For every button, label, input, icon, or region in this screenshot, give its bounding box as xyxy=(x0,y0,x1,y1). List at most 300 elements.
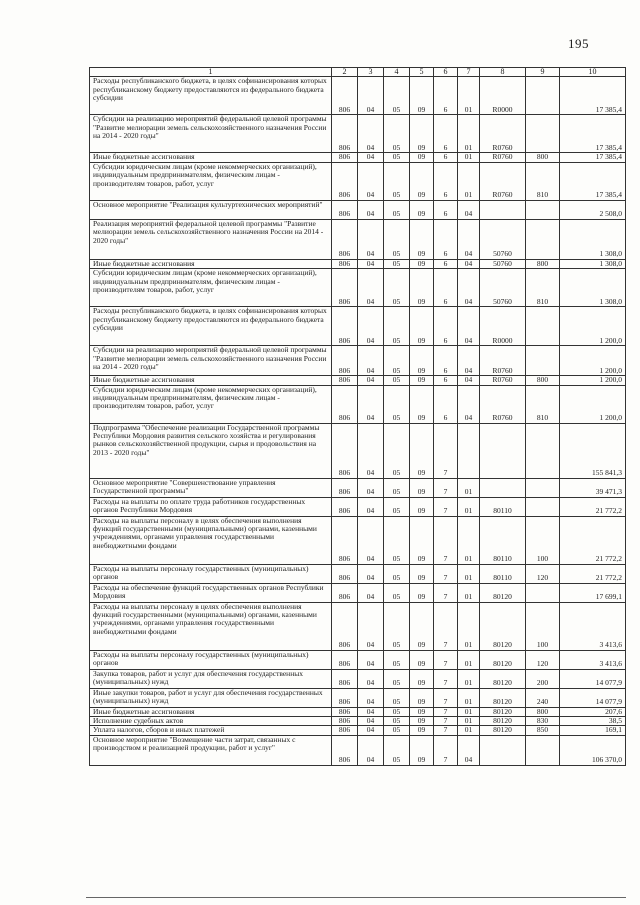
program-code-cell: 09 xyxy=(410,346,434,376)
subsection-code-cell: 05 xyxy=(384,650,410,669)
subprogram-code-cell: 7 xyxy=(434,497,458,516)
expense-code-cell: 50760 xyxy=(480,269,526,307)
section-code-cell: 04 xyxy=(358,726,384,735)
item-name-cell: Расходы на выплаты персоналу государственных (муниципальных) органов xyxy=(90,564,332,583)
admin-code-cell: 806 xyxy=(332,583,358,602)
program-code-cell: 09 xyxy=(410,200,434,219)
header-cell: 8 xyxy=(480,68,526,77)
type-code-cell xyxy=(526,307,560,346)
subsection-code-cell: 05 xyxy=(384,717,410,726)
section-code-cell: 04 xyxy=(358,200,384,219)
section-code-cell: 04 xyxy=(358,735,384,765)
program-code-cell: 09 xyxy=(410,259,434,268)
subprogram-code-cell: 7 xyxy=(434,564,458,583)
subprogram-code-cell: 7 xyxy=(434,669,458,688)
item-name-cell: Расходы республиканского бюджета, в целях софинансирования которых республиканскому бюджету предоставляются из федерального бюджета субсидии xyxy=(90,77,332,115)
type-code-cell xyxy=(526,200,560,219)
event-code-cell: 01 xyxy=(458,77,480,115)
type-code-cell xyxy=(526,115,560,153)
admin-code-cell: 806 xyxy=(332,707,358,716)
program-code-cell: 09 xyxy=(410,726,434,735)
program-code-cell: 09 xyxy=(410,376,434,385)
subsection-code-cell: 05 xyxy=(384,115,410,153)
section-code-cell: 04 xyxy=(358,259,384,268)
event-code-cell: 04 xyxy=(458,346,480,376)
subsection-code-cell: 05 xyxy=(384,259,410,268)
item-name-cell: Реализация мероприятий федеральной целевой программы "Развитие мелиорации земель сельскохозяйственного назначения России на 2014 - 2020 годы" xyxy=(90,219,332,259)
item-name-cell: Субсидии юридическим лицам (кроме некоммерческих организаций), индивидуальным предпринимателям, физическим лицам - производителям товаров, работ, услуг xyxy=(90,385,332,423)
table-row xyxy=(90,516,626,564)
table-row xyxy=(90,153,626,162)
amount-cell: 17 385,4 xyxy=(560,153,626,162)
subsection-code-cell: 05 xyxy=(384,385,410,423)
event-code-cell: 01 xyxy=(458,564,480,583)
program-code-cell: 09 xyxy=(410,219,434,259)
header-cell: 6 xyxy=(434,68,458,77)
expense-code-cell: 50760 xyxy=(480,259,526,268)
program-code-cell: 09 xyxy=(410,77,434,115)
subprogram-code-cell: 7 xyxy=(434,650,458,669)
table-row xyxy=(90,259,626,268)
table-row xyxy=(90,269,626,307)
subprogram-code-cell: 6 xyxy=(434,162,458,200)
expense-code-cell: 80110 xyxy=(480,516,526,564)
expense-code-cell: 80120 xyxy=(480,602,526,650)
section-code-cell: 04 xyxy=(358,153,384,162)
amount-cell: 1 200,0 xyxy=(560,376,626,385)
program-code-cell: 09 xyxy=(410,602,434,650)
amount-cell: 2 508,0 xyxy=(560,200,626,219)
amount-cell: 21 772,2 xyxy=(560,516,626,564)
expense-code-cell: R0000 xyxy=(480,77,526,115)
admin-code-cell: 806 xyxy=(332,162,358,200)
amount-cell: 17 385,4 xyxy=(560,115,626,153)
type-code-cell: 800 xyxy=(526,153,560,162)
event-code-cell: 04 xyxy=(458,259,480,268)
item-name-cell: Субсидии юридическим лицам (кроме некоммерческих организаций), индивидуальным предпринимателям, физическим лицам - производителям товаров, работ, услуг xyxy=(90,269,332,307)
expense-code-cell xyxy=(480,478,526,497)
expense-code-cell: 80110 xyxy=(480,564,526,583)
page-number: 195 xyxy=(568,36,589,51)
amount-cell: 3 413,6 xyxy=(560,650,626,669)
subprogram-code-cell: 7 xyxy=(434,688,458,707)
admin-code-cell: 806 xyxy=(332,650,358,669)
section-code-cell: 04 xyxy=(358,115,384,153)
amount-cell: 106 370,0 xyxy=(560,735,626,765)
event-code-cell: 04 xyxy=(458,735,480,765)
type-code-cell: 850 xyxy=(526,726,560,735)
type-code-cell xyxy=(526,77,560,115)
header-cell: 10 xyxy=(560,68,626,77)
event-code-cell: 04 xyxy=(458,219,480,259)
subsection-code-cell: 05 xyxy=(384,726,410,735)
type-code-cell: 240 xyxy=(526,688,560,707)
item-name-cell: Расходы на выплаты персоналу государственных (муниципальных) органов xyxy=(90,650,332,669)
program-code-cell: 09 xyxy=(410,717,434,726)
table-row xyxy=(90,564,626,583)
section-code-cell: 04 xyxy=(358,564,384,583)
subprogram-code-cell: 6 xyxy=(434,200,458,219)
amount-cell: 39 471,3 xyxy=(560,478,626,497)
expense-code-cell: R0760 xyxy=(480,162,526,200)
header-cell: 5 xyxy=(410,68,434,77)
table-row xyxy=(90,219,626,259)
program-code-cell: 09 xyxy=(410,735,434,765)
type-code-cell xyxy=(526,583,560,602)
type-code-cell: 830 xyxy=(526,717,560,726)
subsection-code-cell: 05 xyxy=(384,735,410,765)
section-code-cell: 04 xyxy=(358,423,384,478)
admin-code-cell: 806 xyxy=(332,717,358,726)
item-name-cell: Исполнение судебных актов xyxy=(90,717,332,726)
header-cell: 9 xyxy=(526,68,560,77)
subprogram-code-cell: 7 xyxy=(434,735,458,765)
program-code-cell: 09 xyxy=(410,307,434,346)
admin-code-cell: 806 xyxy=(332,115,358,153)
type-code-cell: 120 xyxy=(526,650,560,669)
subsection-code-cell: 05 xyxy=(384,200,410,219)
item-name-cell: Подпрограмма "Обеспечение реализации Государственной программы Республики Мордовия развития сельского хозяйства и регулирования рынков сельскохозяйственной продукции, сырья и продовольствия на 2013 - 2020 годы" xyxy=(90,423,332,478)
bottom-rule xyxy=(86,897,626,898)
type-code-cell: 800 xyxy=(526,259,560,268)
subprogram-code-cell: 7 xyxy=(434,726,458,735)
event-code-cell: 01 xyxy=(458,717,480,726)
subprogram-code-cell: 6 xyxy=(434,259,458,268)
event-code-cell: 01 xyxy=(458,726,480,735)
item-name-cell: Расходы республиканского бюджета, в целях софинансирования которых республиканскому бюджету предоставляются из федерального бюджета субсидии xyxy=(90,307,332,346)
section-code-cell: 04 xyxy=(358,77,384,115)
expense-code-cell: 80120 xyxy=(480,650,526,669)
subprogram-code-cell: 6 xyxy=(434,385,458,423)
event-code-cell: 04 xyxy=(458,385,480,423)
admin-code-cell: 806 xyxy=(332,423,358,478)
admin-code-cell: 806 xyxy=(332,153,358,162)
section-code-cell: 04 xyxy=(358,497,384,516)
amount-cell: 155 841,3 xyxy=(560,423,626,478)
amount-cell: 21 772,2 xyxy=(560,497,626,516)
event-code-cell: 01 xyxy=(458,650,480,669)
program-code-cell: 09 xyxy=(410,669,434,688)
event-code-cell: 04 xyxy=(458,200,480,219)
admin-code-cell: 806 xyxy=(332,602,358,650)
item-name-cell: Иные бюджетные ассигнования xyxy=(90,259,332,268)
subsection-code-cell: 05 xyxy=(384,77,410,115)
admin-code-cell: 806 xyxy=(332,269,358,307)
amount-cell: 1 200,0 xyxy=(560,385,626,423)
amount-cell: 1 308,0 xyxy=(560,269,626,307)
amount-cell: 1 200,0 xyxy=(560,346,626,376)
subsection-code-cell: 05 xyxy=(384,497,410,516)
section-code-cell: 04 xyxy=(358,707,384,716)
item-name-cell: Иные бюджетные ассигнования xyxy=(90,707,332,716)
subprogram-code-cell: 7 xyxy=(434,516,458,564)
item-name-cell: Субсидии на реализацию мероприятий федеральной целевой программы "Развитие мелиорации земель сельскохозяйственного назначения России на 2014 - 2020 годы" xyxy=(90,115,332,153)
admin-code-cell: 806 xyxy=(332,735,358,765)
amount-cell: 1 308,0 xyxy=(560,219,626,259)
amount-cell: 1 308,0 xyxy=(560,259,626,268)
subsection-code-cell: 05 xyxy=(384,219,410,259)
program-code-cell: 09 xyxy=(410,423,434,478)
admin-code-cell: 806 xyxy=(332,385,358,423)
type-code-cell xyxy=(526,423,560,478)
expense-code-cell: 80120 xyxy=(480,583,526,602)
subsection-code-cell: 05 xyxy=(384,307,410,346)
type-code-cell: 810 xyxy=(526,385,560,423)
section-code-cell: 04 xyxy=(358,346,384,376)
admin-code-cell: 806 xyxy=(332,259,358,268)
table-header-row xyxy=(90,68,626,77)
subprogram-code-cell: 7 xyxy=(434,707,458,716)
section-code-cell: 04 xyxy=(358,219,384,259)
subprogram-code-cell: 6 xyxy=(434,219,458,259)
expense-code-cell: R0760 xyxy=(480,346,526,376)
expense-code-cell xyxy=(480,200,526,219)
header-cell: 3 xyxy=(358,68,384,77)
item-name-cell: Расходы на выплаты персоналу в целях обеспечения выполнения функций государственными (муниципальными) органами, казенными учреждениями, органами управления государственными внебюджетными фондами xyxy=(90,516,332,564)
admin-code-cell: 806 xyxy=(332,478,358,497)
section-code-cell: 04 xyxy=(358,602,384,650)
event-code-cell: 01 xyxy=(458,153,480,162)
amount-cell: 169,1 xyxy=(560,726,626,735)
subsection-code-cell: 05 xyxy=(384,376,410,385)
table-row xyxy=(90,717,626,726)
program-code-cell: 09 xyxy=(410,385,434,423)
item-name-cell: Иные закупки товаров, работ и услуг для обеспечения государственных (муниципальных) нужд xyxy=(90,688,332,707)
event-code-cell xyxy=(458,423,480,478)
program-code-cell: 09 xyxy=(410,583,434,602)
amount-cell: 207,6 xyxy=(560,707,626,716)
table-row xyxy=(90,77,626,115)
expense-code-cell xyxy=(480,735,526,765)
type-code-cell: 120 xyxy=(526,564,560,583)
subsection-code-cell: 05 xyxy=(384,564,410,583)
table-row xyxy=(90,650,626,669)
table-row xyxy=(90,726,626,735)
item-name-cell: Расходы на выплаты по оплате труда работников государственных органов Республики Мордовия xyxy=(90,497,332,516)
subsection-code-cell: 05 xyxy=(384,602,410,650)
event-code-cell: 01 xyxy=(458,669,480,688)
expense-code-cell: 80110 xyxy=(480,497,526,516)
amount-cell: 14 077,9 xyxy=(560,669,626,688)
section-code-cell: 04 xyxy=(358,478,384,497)
event-code-cell: 01 xyxy=(458,115,480,153)
table-row xyxy=(90,478,626,497)
expense-code-cell: R0760 xyxy=(480,115,526,153)
table-row xyxy=(90,385,626,423)
program-code-cell: 09 xyxy=(410,650,434,669)
item-name-cell: Уплата налогов, сборов и иных платежей xyxy=(90,726,332,735)
section-code-cell: 04 xyxy=(358,269,384,307)
event-code-cell: 01 xyxy=(458,497,480,516)
amount-cell: 3 413,6 xyxy=(560,602,626,650)
subsection-code-cell: 05 xyxy=(384,669,410,688)
expense-code-cell: R0760 xyxy=(480,376,526,385)
type-code-cell: 100 xyxy=(526,602,560,650)
subprogram-code-cell: 6 xyxy=(434,153,458,162)
admin-code-cell: 806 xyxy=(332,307,358,346)
admin-code-cell: 806 xyxy=(332,688,358,707)
expense-code-cell: R0760 xyxy=(480,153,526,162)
item-name-cell: Иные бюджетные ассигнования xyxy=(90,153,332,162)
event-code-cell: 01 xyxy=(458,516,480,564)
type-code-cell xyxy=(526,346,560,376)
subsection-code-cell: 05 xyxy=(384,688,410,707)
section-code-cell: 04 xyxy=(358,516,384,564)
subsection-code-cell: 05 xyxy=(384,516,410,564)
amount-cell: 17 385,4 xyxy=(560,162,626,200)
admin-code-cell: 806 xyxy=(332,346,358,376)
table-row xyxy=(90,583,626,602)
event-code-cell: 01 xyxy=(458,688,480,707)
program-code-cell: 09 xyxy=(410,115,434,153)
program-code-cell: 09 xyxy=(410,707,434,716)
expense-code-cell: 80120 xyxy=(480,717,526,726)
program-code-cell: 09 xyxy=(410,688,434,707)
program-code-cell: 09 xyxy=(410,153,434,162)
subsection-code-cell: 05 xyxy=(384,346,410,376)
program-code-cell: 09 xyxy=(410,516,434,564)
expense-code-cell xyxy=(480,423,526,478)
expense-code-cell: 50760 xyxy=(480,219,526,259)
item-name-cell: Основное мероприятие "Возмещение части затрат, связанных с производством и реализацией продукции, работ и услуг" xyxy=(90,735,332,765)
item-name-cell: Основное мероприятие "Реализация культуртехнических мероприятий" xyxy=(90,200,332,219)
section-code-cell: 04 xyxy=(358,376,384,385)
item-name-cell: Основное мероприятие "Совершенствование управления Государственной программы" xyxy=(90,478,332,497)
header-cell: 4 xyxy=(384,68,410,77)
section-code-cell: 04 xyxy=(358,688,384,707)
subsection-code-cell: 05 xyxy=(384,162,410,200)
subprogram-code-cell: 7 xyxy=(434,478,458,497)
admin-code-cell: 806 xyxy=(332,200,358,219)
subprogram-code-cell: 6 xyxy=(434,376,458,385)
amount-cell: 17 699,1 xyxy=(560,583,626,602)
subprogram-code-cell: 7 xyxy=(434,583,458,602)
admin-code-cell: 806 xyxy=(332,77,358,115)
event-code-cell: 04 xyxy=(458,376,480,385)
table-row xyxy=(90,307,626,346)
item-name-cell: Субсидии на реализацию мероприятий федеральной целевой программы "Развитие мелиорации земель сельскохозяйственного назначения России на 2014 - 2020 годы" xyxy=(90,346,332,376)
admin-code-cell: 806 xyxy=(332,669,358,688)
amount-cell: 21 772,2 xyxy=(560,564,626,583)
header-cell: 2 xyxy=(332,68,358,77)
subprogram-code-cell: 7 xyxy=(434,602,458,650)
section-code-cell: 04 xyxy=(358,385,384,423)
amount-cell: 1 200,0 xyxy=(560,307,626,346)
table-row xyxy=(90,423,626,478)
subsection-code-cell: 05 xyxy=(384,707,410,716)
admin-code-cell: 806 xyxy=(332,376,358,385)
subprogram-code-cell: 7 xyxy=(434,423,458,478)
type-code-cell xyxy=(526,735,560,765)
section-code-cell: 04 xyxy=(358,583,384,602)
subsection-code-cell: 05 xyxy=(384,153,410,162)
subprogram-code-cell: 7 xyxy=(434,717,458,726)
section-code-cell: 04 xyxy=(358,650,384,669)
program-code-cell: 09 xyxy=(410,564,434,583)
program-code-cell: 09 xyxy=(410,478,434,497)
type-code-cell: 100 xyxy=(526,516,560,564)
item-name-cell: Иные бюджетные ассигнования xyxy=(90,376,332,385)
event-code-cell: 01 xyxy=(458,707,480,716)
program-code-cell: 09 xyxy=(410,269,434,307)
section-code-cell: 04 xyxy=(358,162,384,200)
event-code-cell: 01 xyxy=(458,162,480,200)
type-code-cell xyxy=(526,497,560,516)
table-row xyxy=(90,735,626,765)
type-code-cell: 810 xyxy=(526,162,560,200)
admin-code-cell: 806 xyxy=(332,497,358,516)
table-row xyxy=(90,115,626,153)
event-code-cell: 04 xyxy=(458,269,480,307)
type-code-cell: 810 xyxy=(526,269,560,307)
subsection-code-cell: 05 xyxy=(384,478,410,497)
item-name-cell: Закупка товаров, работ и услуг для обеспечения государственных (муниципальных) нужд xyxy=(90,669,332,688)
type-code-cell: 200 xyxy=(526,669,560,688)
subsection-code-cell: 05 xyxy=(384,269,410,307)
expense-code-cell: 80120 xyxy=(480,707,526,716)
admin-code-cell: 806 xyxy=(332,726,358,735)
item-name-cell: Расходы на выплаты персоналу в целях обеспечения выполнения функций государственными (муниципальными) органами, казенными учреждениями, органами управления государственными внебюджетными фондами xyxy=(90,602,332,650)
header-cell: 1 xyxy=(90,68,332,77)
item-name-cell: Субсидии юридическим лицам (кроме некоммерческих организаций), индивидуальным предпринимателям, физическим лицам - производителям товаров, работ, услуг xyxy=(90,162,332,200)
type-code-cell xyxy=(526,219,560,259)
event-code-cell: 01 xyxy=(458,583,480,602)
subprogram-code-cell: 6 xyxy=(434,269,458,307)
table-row xyxy=(90,376,626,385)
subprogram-code-cell: 6 xyxy=(434,346,458,376)
event-code-cell: 01 xyxy=(458,478,480,497)
budget-table xyxy=(89,67,626,766)
subsection-code-cell: 05 xyxy=(384,583,410,602)
table-row xyxy=(90,669,626,688)
program-code-cell: 09 xyxy=(410,162,434,200)
table-row xyxy=(90,346,626,376)
section-code-cell: 04 xyxy=(358,307,384,346)
admin-code-cell: 806 xyxy=(332,564,358,583)
amount-cell: 14 077,9 xyxy=(560,688,626,707)
expense-code-cell: R0000 xyxy=(480,307,526,346)
table-row xyxy=(90,707,626,716)
admin-code-cell: 806 xyxy=(332,516,358,564)
type-code-cell: 800 xyxy=(526,376,560,385)
section-code-cell: 04 xyxy=(358,717,384,726)
admin-code-cell: 806 xyxy=(332,219,358,259)
table-row xyxy=(90,602,626,650)
program-code-cell: 09 xyxy=(410,497,434,516)
subprogram-code-cell: 6 xyxy=(434,115,458,153)
amount-cell: 38,5 xyxy=(560,717,626,726)
table-row xyxy=(90,497,626,516)
event-code-cell: 01 xyxy=(458,602,480,650)
expense-code-cell: 80120 xyxy=(480,726,526,735)
type-code-cell: 800 xyxy=(526,707,560,716)
type-code-cell xyxy=(526,478,560,497)
expense-code-cell: R0760 xyxy=(480,385,526,423)
expense-code-cell: 80120 xyxy=(480,669,526,688)
section-code-cell: 04 xyxy=(358,669,384,688)
subprogram-code-cell: 6 xyxy=(434,77,458,115)
item-name-cell: Расходы на обеспечение функций государственных органов Республики Мордовия xyxy=(90,583,332,602)
expense-code-cell: 80120 xyxy=(480,688,526,707)
subprogram-code-cell: 6 xyxy=(434,307,458,346)
table-row xyxy=(90,688,626,707)
table-row xyxy=(90,200,626,219)
subsection-code-cell: 05 xyxy=(384,423,410,478)
table-row xyxy=(90,162,626,200)
header-cell: 7 xyxy=(458,68,480,77)
event-code-cell: 04 xyxy=(458,307,480,346)
amount-cell: 17 385,4 xyxy=(560,77,626,115)
